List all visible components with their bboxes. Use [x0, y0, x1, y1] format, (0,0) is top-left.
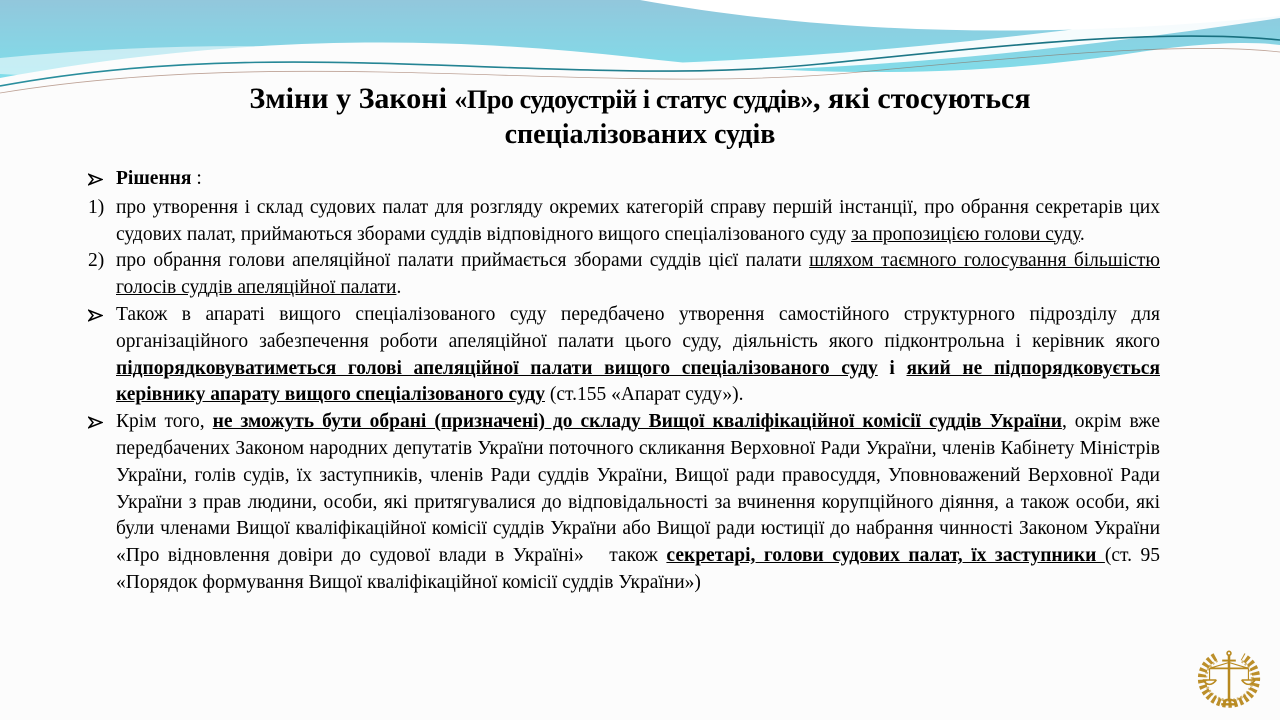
arrow-bullet-icon: [88, 309, 103, 322]
arrow-bullet-icon: [88, 173, 103, 186]
text-run: , окрім вже передбачених Законом народних депутатів України поточного скликання Верховної Ради України, членів Кабінету Міністрів України, голів судів, їх заступників, членів Ради суддів України, Вищої ради правосуддя, Уповноважений Верховної Ради України з прав людини, особи, які притягувалися до відповідальності за вчинення корупційного діяння, а також особи, які були членами Вищої кваліфікаційної комісії суддів України або Вищої ради юстиції до набрання чинності Законом України «Про відновлення довіри до судової влади в Україні» також: [116, 411, 1160, 567]
list-item: [88, 248, 1160, 302]
title-segment-quoted: «Про судоустрій і статус суддів»: [454, 85, 813, 114]
text-run: і: [877, 357, 907, 379]
text-run: (ст.155 «Апарат суду»).: [545, 384, 744, 406]
list-item: [88, 409, 1160, 597]
slide-title: [60, 80, 1220, 152]
text-run: шляхом таємного голосування більшістю голосів суддів апеляційної палати: [116, 250, 1160, 299]
list-item-marker: [88, 409, 116, 438]
text-run: про утворення і склад судових палат для розгляду окремих категорій справу першій інстанції, про обрання секретарів цих судових палат, приймаються зборами суддів відповідного вищого спеціалізованого суду: [116, 196, 1160, 245]
title-segment-1: Зміни у Законі: [249, 82, 455, 115]
text-run: :: [191, 168, 202, 189]
list-item: [88, 302, 1160, 409]
text-run: підпорядковуватиметься голові апеляційної палати вищого спеціалізованого суду: [116, 357, 878, 379]
text-run: Крім того,: [116, 411, 213, 433]
text-run: .: [396, 277, 402, 299]
judiciary-emblem-logo: [1194, 645, 1264, 715]
text-run: Також в апараті вищого спеціалізованого суду передбачено утворення самостійного структурного підрозділу для організаційного забезпечення роботи апеляційної палати цього суду, діяльність якого підконтрольна і керівник якого: [116, 303, 1160, 352]
text-run: не зможуть бути обрані (призначені) до складу Вищої кваліфікаційної комісії суддів України: [212, 411, 1062, 433]
list-item-text: [116, 302, 1160, 409]
text-run: за пропозицією голови суду: [851, 223, 1080, 245]
list-item: [88, 166, 1160, 195]
list-item-text: [116, 195, 1160, 249]
text-run: секретарі, голови судових палат, їх заступники: [666, 545, 1105, 567]
text-run: про обрання голови апеляційної палати приймається зборами суддів цієї палати: [116, 250, 810, 272]
list-item-marker: 1): [88, 196, 105, 218]
arrow-bullet-icon: [88, 416, 103, 429]
slide-body-list: [88, 166, 1160, 597]
list-item-text: [116, 248, 1160, 302]
list-item-marker: [88, 166, 116, 195]
judiciary-emblem-icon: [1194, 645, 1264, 715]
list-item-text: [116, 409, 1160, 597]
list-item: [88, 195, 1160, 249]
title-segment-3: , які стосуються: [813, 82, 1031, 115]
list-item-text: [116, 166, 1160, 193]
text-run: Рішення: [116, 168, 192, 189]
title-line-2: спеціалізованих судів: [504, 119, 776, 150]
text-run: .: [1079, 223, 1085, 245]
text-run: (ст. 95 «Порядок формування Вищої кваліфікаційної комісії суддів України»): [116, 545, 1160, 593]
text-run: який не підпорядковується керівнику апарату вищого спеціалізованого суду: [116, 357, 1160, 406]
list-item-marker: [88, 302, 116, 331]
list-item-marker: 2): [88, 250, 105, 272]
